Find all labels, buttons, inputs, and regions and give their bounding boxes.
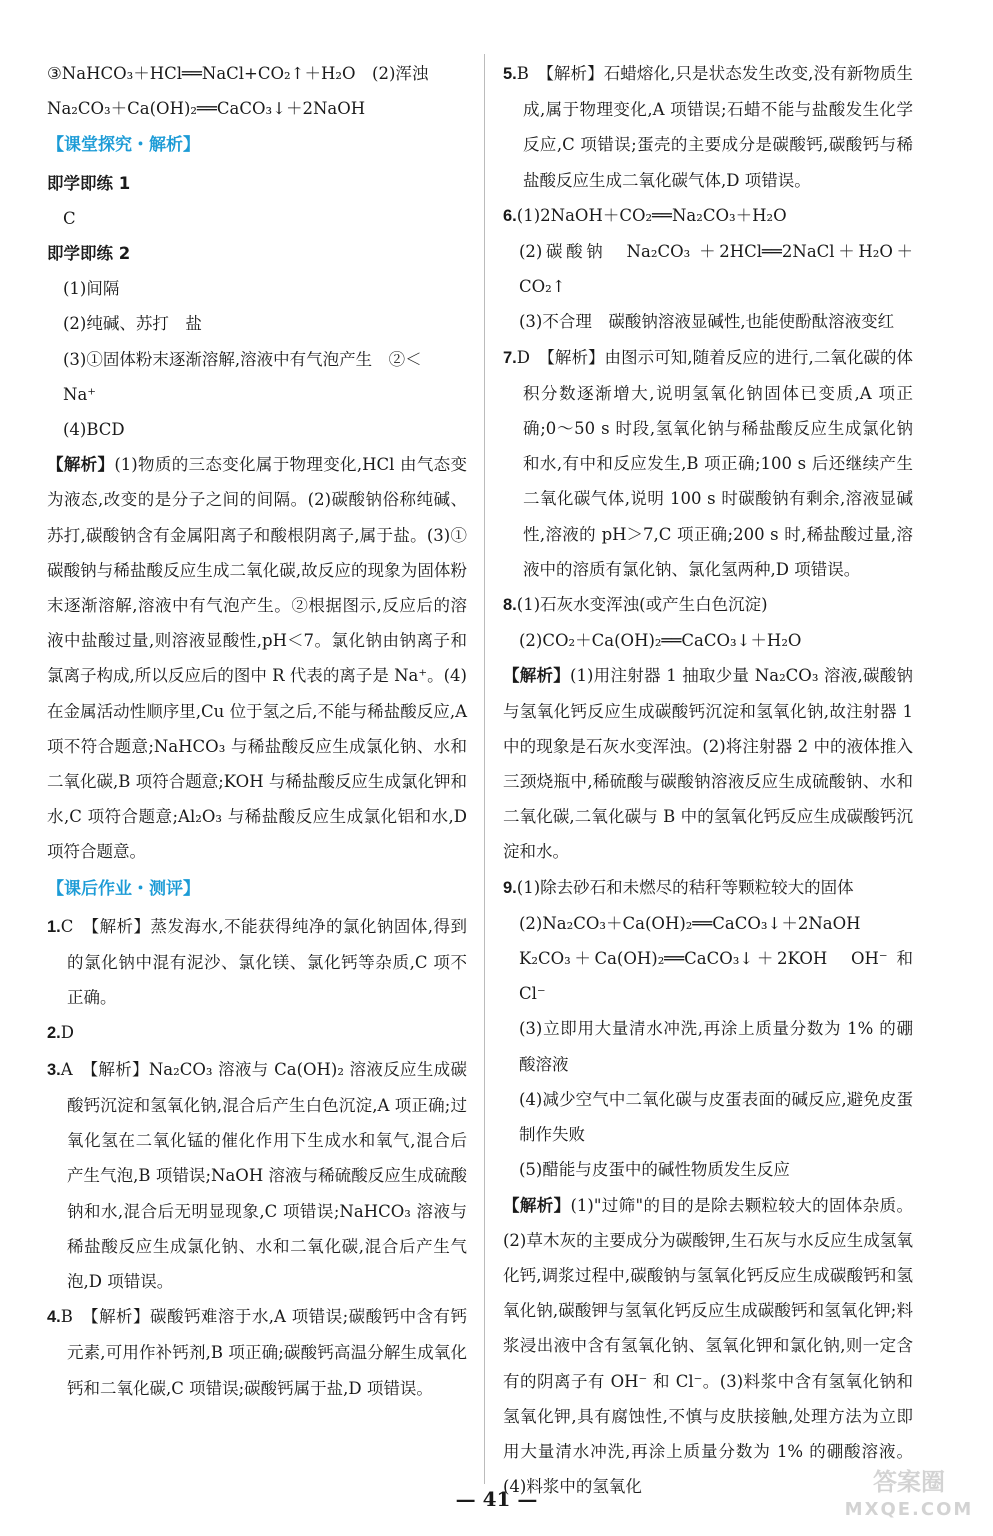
answer-line: (3)立即用大量清水冲洗,再涂上质量分数为 1% 的硼酸溶液 [519, 1019, 913, 1074]
analysis-paragraph [47, 447, 473, 869]
analysis-text: (1)物质的三态变化属于物理变化,HCl 由气态变为液态,改变的是分子之间的间隔。(2)碳酸钠俗称纯碱、苏打,碳酸钠含有金属阳离子和酸根阴离子,属于盐。(3)①碳酸钠与稀盐酸反应生成二氧化碳,故反应的现象为固体粉末逐渐溶解,溶液中有气泡产生。②根据图示,反应后的溶液中盐酸过量,则溶液显酸性,pH＜7。氯化钠由钠离子和氯离子构成,所以反应后的图中 R 代表的离子是 Na⁺。(4)在金属活动性顺序里,Cu 位于氢之后,不能与稀盐酸反应,A 项不符合题意;NaHCO₃ 与稀盐酸反应生成氯化钠、水和二氧化碳,B 项符合题意;KOH 与稀盐酸反应生成氯化钾和水,C 项符合题意;Al₂O₃ 与稀盐酸反应生成氯化铝和水,D 项符合题意。 [47, 455, 473, 862]
question-number: 4. [47, 1308, 61, 1327]
answer-line: (1)间隔 [63, 279, 120, 299]
question-number: 1. [47, 917, 61, 936]
answer-text: D [60, 1023, 74, 1043]
watermark-line2: MXQE.COM [844, 1499, 974, 1520]
analysis-paragraph [503, 1188, 913, 1505]
answer-text: (1)2NaOH＋CO₂══Na₂CO₃＋H₂O [516, 205, 787, 225]
right-column [503, 56, 919, 1504]
answer-text: (1)石灰水变浑浊(或产生白色沉淀) [516, 595, 768, 615]
answer-line: (2)Na₂CO₃＋Ca(OH)₂══CaCO₃↓＋2NaOH [519, 913, 861, 933]
question-number: 2. [47, 1024, 61, 1043]
watermark-logo [839, 1468, 979, 1528]
question-answer [503, 56, 913, 198]
question-answer [503, 198, 913, 234]
answer-text: B 【解析】石蜡熔化,只是状态发生改变,没有新物质生成,属于物理变化,A 项错误;石蜡不能与盐酸发生化学反应,C 项错误;蛋壳的主要成分是碳酸钙,碳酸钙与稀盐酸反应生成二氧化碳气体,D 项错误。 [516, 64, 913, 190]
question-answer [503, 587, 913, 623]
answer-line: (3)①固体粉末逐渐溶解,溶液中有气泡产生 ②＜ [63, 349, 422, 369]
question-answer [503, 340, 913, 587]
exercise-heading: 即学即练 1 [47, 173, 131, 193]
analysis-label: 【解析】 [503, 666, 571, 686]
section-heading-row [47, 126, 467, 165]
question-answer [47, 1299, 467, 1406]
watermark-line1: 答案圈 [873, 1468, 945, 1496]
answer-text: (1)除去砂石和未燃尽的秸秆等颗粒较大的固体 [516, 877, 854, 897]
question-answer [47, 909, 467, 1016]
question-number: 8. [503, 596, 517, 615]
column-divider [484, 54, 485, 1484]
text-line: ③NaHCO₃＋HCl══NaCl+CO₂↑＋H₂O (2)浑浊 [47, 64, 429, 83]
question-answer [47, 1052, 467, 1299]
answer-line: (2)纯碱、苏打 盐 [63, 314, 202, 334]
answer-line: Na⁺ [63, 384, 96, 404]
answer-line: C [63, 208, 76, 228]
answer-line: (2)CO₂＋Ca(OH)₂══CaCO₃↓＋H₂O [519, 631, 802, 651]
analysis-text: (1)"过筛"的目的是除去颗粒较大的固体杂质。(2)草木灰的主要成分为碳酸钾,生石灰与水反应生成氢氧化钙,调浆过程中,碳酸钠与氢氧化钙反应生成碳酸钙和氢氧化钠,碳酸钾与氢氧化钙反应生成碳酸钙和氢氧化钾;料浆浸出液中含有氢氧化钠、氢氧化钾和氯化钠,则一定含有的阴离子有 OH⁻ 和 Cl⁻。(3)料浆中含有氢氧化钠和氢氧化钾,具有腐蚀性,不慎与皮肤接触,处理方法为立即用大量清水冲洗,再涂上质量分数为 1% 的硼酸溶液。(4)料浆中的氢氧化 [503, 1195, 913, 1497]
question-number: 3. [47, 1060, 61, 1079]
answer-text: D 【解析】由图示可知,随着反应的进行,二氧化碳的体积分数逐渐增大,说明氢氧化钠固体已变质,A 项正确;0～50 s 时段,氢氧化钠与稀盐酸反应生成氯化钠和水,有中和反应发生,B 项正确;100 s 后还继续产生二氧化碳气体,说明 100 s 时碳酸钠有剩余,溶液显碱性,溶液的 pH＞7,C 项正确;200 s 时,稀盐酸过量,溶液中的溶质有氯化钠、氯化氢两种,D 项错误。 [516, 347, 913, 579]
answer-line: (5)醋能与皮蛋中的碱性物质发生反应 [519, 1160, 790, 1180]
section-heading: 【课堂探究・解析】 [47, 135, 200, 156]
question-answer [503, 870, 913, 906]
answer-text: A 【解析】Na₂CO₃ 溶液与 Ca(OH)₂ 溶液反应生成碳酸钙沉淀和氢氧化钠,混合后产生白色沉淀,A 项正确;过氧化氢在二氧化锰的催化作用下生成水和氧气,混合后产生气泡,B 项错误;NaOH 溶液与稀硫酸反应生成硫酸钠和水,混合后无明显现象,C 项错误;NaHCO₃ 溶液与稀盐酸反应生成氯化钠、水和二氧化碳,混合后产生气泡,D 项错误。 [60, 1059, 467, 1291]
answer-text: B 【解析】碳酸钙难溶于水,A 项错误;碳酸钙中含有钙元素,可用作补钙剂,B 项正确;碳酸钙高温分解生成氧化钙和二氧化碳,C 项错误;碳酸钙属于盐,D 项错误。 [60, 1307, 467, 1398]
question-number: 7. [503, 348, 517, 367]
answer-line: K₂CO₃＋Ca(OH)₂══CaCO₃↓＋2KOH OH⁻ 和 Cl⁻ [519, 949, 919, 1004]
question-number: 5. [503, 65, 517, 83]
question-number: 9. [503, 878, 517, 897]
analysis-label: 【解析】 [503, 1195, 571, 1215]
analysis-text: (1)用注射器 1 抽取少量 Na₂CO₃ 溶液,碳酸钠与氢氧化钙反应生成碳酸钙沉淀和氢氧化钠,故注射器 1 中的现象是石灰水变浑浊。(2)将注射器 2 中的液体推入三颈烧瓶中,稀硫酸与碳酸钠溶液反应生成硫酸钠、水和二氧化碳,二氧化碳与 B 中的氢氧化钙反应生成碳酸钙沉淀和水。 [503, 666, 919, 862]
page-number: — 41 — [455, 1487, 538, 1511]
exercise-heading: 即学即练 2 [47, 244, 131, 264]
section-heading: 【课后作业・测评】 [47, 878, 200, 899]
answer-line: (3)不合理 碳酸钠溶液显碱性,也能使酚酞溶液变红 [519, 312, 895, 332]
answer-text: C 【解析】蒸发海水,不能获得纯净的氯化钠固体,得到的氯化钠中混有泥沙、氯化镁、氯化钙等杂质,C 项不正确。 [60, 916, 467, 1008]
answer-line: (4)减少空气中二氧化碳与皮蛋表面的碱反应,避免皮蛋制作失败 [519, 1089, 913, 1145]
analysis-paragraph [503, 658, 919, 869]
question-number: 6. [503, 206, 517, 225]
left-column [47, 56, 473, 1406]
section-heading-row [47, 870, 467, 909]
text-line: Na₂CO₃＋Ca(OH)₂══CaCO₃↓＋2NaOH [47, 99, 366, 119]
answer-line: (4)BCD [63, 420, 125, 440]
question-answer [47, 1015, 467, 1051]
answer-line: (2)碳酸钠 Na₂CO₃ ＋2HCl══2NaCl＋H₂O＋CO₂↑ [519, 242, 913, 297]
analysis-label: 【解析】 [47, 455, 115, 475]
